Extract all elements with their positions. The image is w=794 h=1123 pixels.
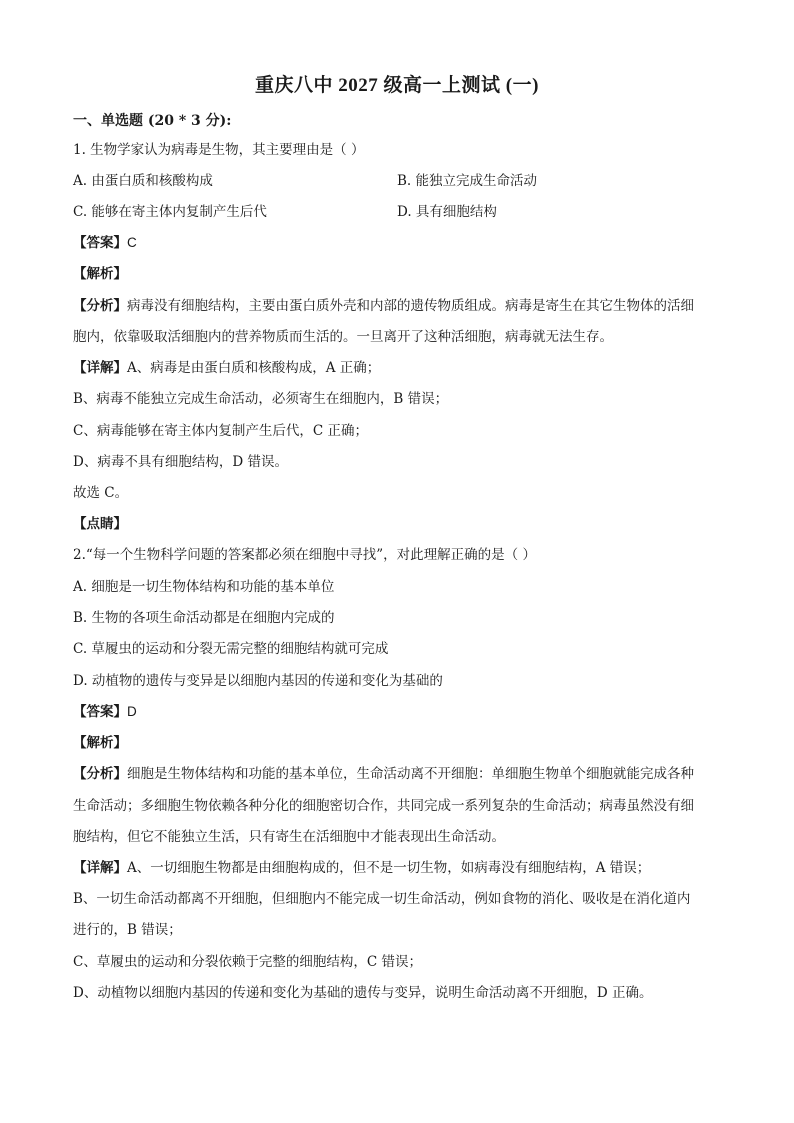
q1-option-d: D. 具有细胞结构 — [397, 204, 497, 220]
q1-stem: 1. 生物学家认为病毒是生物，其主要理由是（ ） — [73, 142, 365, 158]
q2-detail-a-text: A、一切细胞生物都是由细胞构成的，但不是一切生物，如病毒没有细胞结构，A 错误； — [127, 860, 651, 876]
q2-stem: 2.“每一个生物科学问题的答案都必须在细胞中寻找”，对此理解正确的是（ ） — [73, 547, 536, 563]
page-title: 重庆八中 2027 级高一上测试 (一) — [255, 75, 539, 96]
q2-detail-c: C、草履虫的运动和分裂依赖于完整的细胞结构，C 错误； — [73, 954, 422, 970]
q2-detail-b-2: 进行的，B 错误； — [73, 922, 182, 938]
q2-fenxi-line-2: 生命活动；多细胞生物依赖各种分化的细胞密切合作，共同完成一系列复杂的生命活动；病毒虽然没有细 — [73, 798, 694, 814]
section-heading: 一、单选题 (20 * 3 分): — [73, 113, 232, 129]
q2-detail-b-1: B、一切生命活动都离不开细胞，但细胞内不能完成一切生命活动，例如食物的消化、吸收是在消化道内 — [73, 891, 691, 907]
q2-option-b: B. 生物的各项生命活动都是在细胞内完成的 — [73, 610, 335, 626]
q1-answer-line — [73, 234, 137, 252]
answer-tag: 【答案】 — [73, 704, 127, 720]
q1-detail-a-text: A、病毒是由蛋白质和核酸构成，A 正确； — [127, 360, 381, 376]
q2-option-d: D. 动植物的遗传与变异是以细胞内基因的传递和变化为基础的 — [73, 673, 443, 689]
q2-option-c: C. 草履虫的运动和分裂无需完整的细胞结构就可完成 — [73, 641, 389, 657]
q1-answer: C — [127, 235, 137, 250]
answer-tag: 【答案】 — [73, 235, 127, 251]
q1-fenxi-line-1 — [73, 297, 694, 315]
q1-analysis-tag: 【解析】 — [73, 266, 127, 282]
q1-option-b: B. 能独立完成生命活动 — [397, 173, 538, 189]
q1-detail-d: D、病毒不具有细胞结构，D 错误。 — [73, 454, 288, 470]
q2-answer: D — [127, 704, 137, 719]
q2-detail-d: D、动植物以细胞内基因的传递和变化为基础的遗传与变异，说明生命活动离不开细胞，D 正确。 — [73, 985, 653, 1001]
fenxi-tag: 【分析】 — [73, 298, 127, 314]
q2-answer-line — [73, 703, 137, 721]
q2-fenxi-line-3: 胞结构，但它不能独立生活，只有寄生在活细胞中才能表现出生命活动。 — [73, 829, 505, 845]
xiangjie-tag: 【详解】 — [73, 360, 127, 376]
xiangjie-tag: 【详解】 — [73, 860, 127, 876]
q2-analysis-tag: 【解析】 — [73, 735, 127, 751]
q1-detail-a — [73, 359, 380, 377]
q1-option-a: A. 由蛋白质和核酸构成 — [73, 173, 213, 189]
q1-fenxi-text-1: 病毒没有细胞结构，主要由蛋白质外壳和内部的遗传物质组成。病毒是寄生在其它生物体的活细 — [127, 298, 694, 314]
q2-fenxi-text-1: 细胞是生物体结构和功能的基本单位，生命活动离不开细胞：单细胞生物单个细胞就能完成各种 — [127, 766, 694, 782]
fenxi-tag: 【分析】 — [73, 766, 127, 782]
q1-option-c: C. 能够在寄主体内复制产生后代 — [73, 204, 267, 220]
q1-detail-c: C、病毒能够在寄主体内复制产生后代，C 正确； — [73, 423, 368, 439]
q1-fenxi-line-2: 胞内，依靠吸取活细胞内的营养物质而生活的。一旦离开了这种活细胞，病毒就无法生存。 — [73, 329, 613, 345]
q1-dianjing-tag: 【点睛】 — [73, 516, 127, 532]
q2-detail-a — [73, 859, 650, 877]
q1-detail-b: B、病毒不能独立完成生命活动，必须寄生在细胞内，B 错误； — [73, 391, 449, 407]
q2-option-a: A. 细胞是一切生物体结构和功能的基本单位 — [73, 579, 335, 595]
q1-conclusion: 故选 C。 — [73, 485, 129, 501]
q2-fenxi-line-1 — [73, 765, 694, 783]
